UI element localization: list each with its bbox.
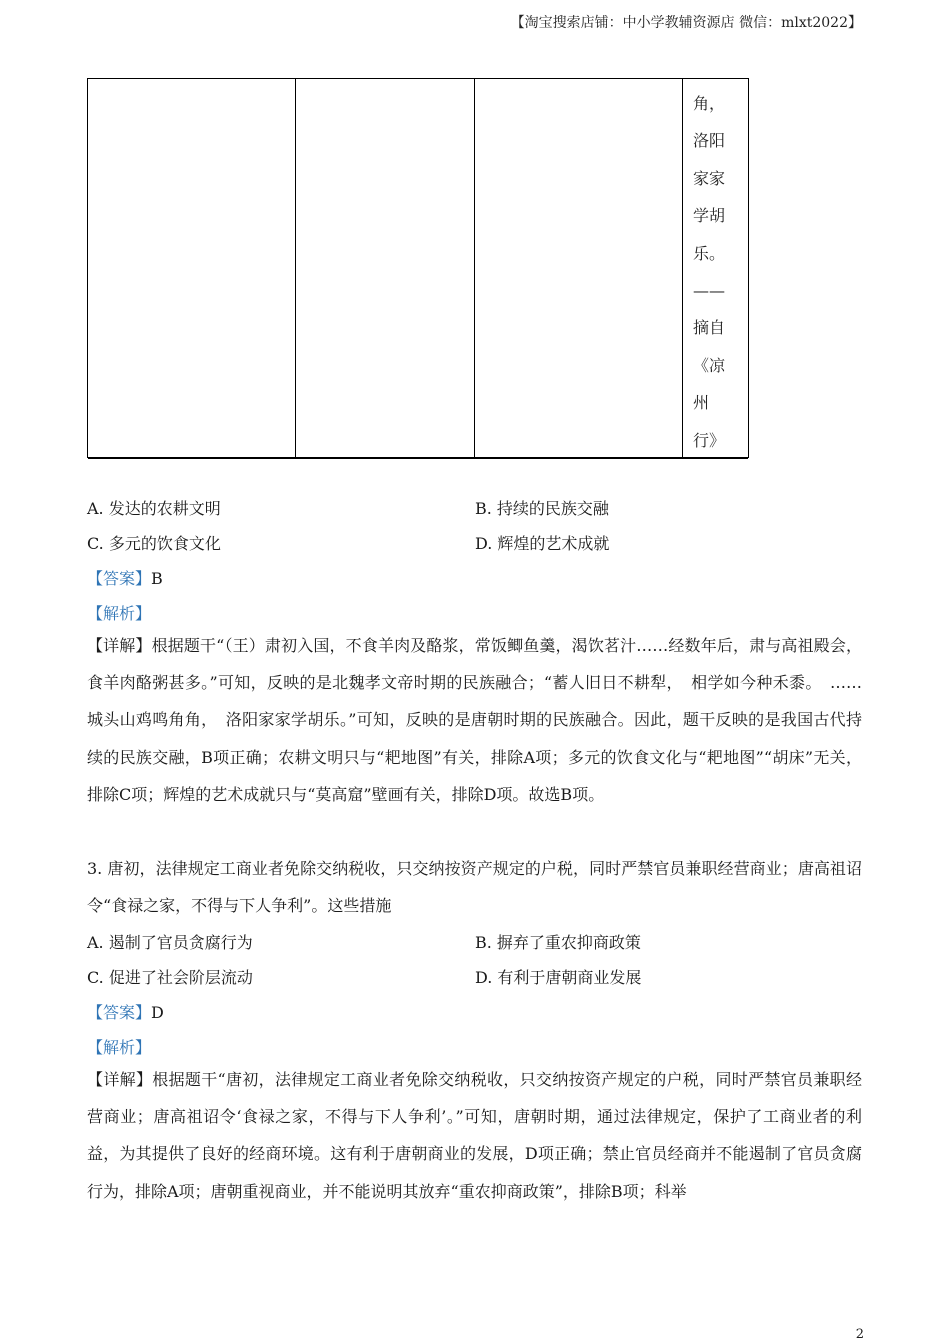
q2-option-a: A. 发达的农耕文明 bbox=[87, 499, 221, 518]
poem-line: 行》 bbox=[693, 430, 726, 450]
poem-line: —— bbox=[693, 281, 725, 301]
poem-line: 洛阳 bbox=[693, 131, 726, 151]
q3-answer bbox=[87, 1000, 164, 1023]
answer-value: B bbox=[151, 569, 163, 588]
detail-text: 根据题干“（王）肃初入国，不食羊肉及酪浆，常饭鲫鱼羹，渴饮茗汁……经数年后，肃与高祖殿会，食羊肉酪粥甚多。”可知，反映的是北魏孝文帝时期的民族融合；“蓄人旧日不耕犁， 相学如今种禾黍。 …… 城头山鸡鸣角角， 洛阳家家学胡乐。”可知，反映的是唐朝时期的民族融合。因此，题干反映的是我国古代持续的民族交融，B项正确；农耕文明只与“耙地图”有关，排除A项；多元的饮食文化与“耙地图”“胡床”无关，排除C项；辉煌的艺术成就只与“莫高窟”壁画有关，排除D项。故选B项。 bbox=[87, 636, 879, 804]
table-bottom-border bbox=[88, 457, 748, 459]
source-table bbox=[87, 78, 749, 458]
detail-tag: 【详解】 bbox=[87, 1070, 153, 1089]
poem-line: 家家 bbox=[693, 168, 726, 188]
detail-text: 根据题干“唐初，法律规定工商业者免除交纳税收，只交纳按资产规定的户税，同时严禁官员兼职经营商业；唐高祖诏令‘食禄之家，不得与下人争利’。”可知，唐朝时期，通过法律规定，保护了工商业者的利益，为其提供了良好的经商环境。这有利于唐朝商业的发展，D项正确；禁止官员经商并不能遏制了官员贪腐行为，排除A项；唐朝重视商业，并不能说明其放弃“重农抑商政策”，排除B项；科举 bbox=[87, 1070, 862, 1201]
q2-option-c: C. 多元的饮食文化 bbox=[87, 534, 221, 553]
poem-line: 州 bbox=[693, 393, 710, 413]
detail-tag: 【详解】 bbox=[87, 636, 152, 655]
page-header: 【淘宝搜索店铺：中小学教辅资源店 微信：mlxt2022】 bbox=[510, 15, 862, 31]
poem-line: 乐。 bbox=[693, 243, 726, 263]
q3-detail bbox=[87, 1061, 862, 1210]
table-divider bbox=[295, 79, 296, 457]
table-cell-poem bbox=[693, 85, 743, 459]
poem-line: 角， bbox=[693, 94, 726, 113]
table-divider bbox=[682, 79, 683, 457]
q2-detail bbox=[87, 627, 879, 813]
poem-line: 摘自 bbox=[693, 318, 726, 338]
analysis-tag: 【解析】 bbox=[87, 1038, 152, 1057]
table-divider bbox=[474, 79, 475, 457]
q2-option-d: D. 辉煌的艺术成就 bbox=[475, 534, 610, 553]
page-number: 2 bbox=[855, 1327, 864, 1342]
answer-tag: 【答案】 bbox=[87, 1003, 152, 1022]
answer-value: D bbox=[151, 1003, 164, 1022]
q3-analysis-tag bbox=[87, 1035, 151, 1058]
q2-option-b: B. 持续的民族交融 bbox=[475, 499, 609, 518]
q3-option-b: B. 摒弃了重农抑商政策 bbox=[475, 933, 641, 952]
analysis-tag: 【解析】 bbox=[87, 604, 152, 623]
q3-option-a: A. 遏制了官员贪腐行为 bbox=[87, 933, 253, 952]
q3-option-d: D. 有利于唐朝商业发展 bbox=[475, 968, 642, 987]
q2-answer bbox=[87, 566, 163, 589]
poem-line: 《凉 bbox=[693, 355, 726, 375]
answer-tag: 【答案】 bbox=[87, 569, 152, 588]
q3-stem: 3. 唐初，法律规定工商业者免除交纳税收，只交纳按资产规定的户税，同时严禁官员兼职经营商业；唐高祖诏令“食禄之家，不得与下人争利”。这些措施 bbox=[87, 859, 862, 916]
q3-option-c: C. 促进了社会阶层流动 bbox=[87, 968, 253, 987]
poem-line: 学胡 bbox=[693, 206, 726, 226]
q2-analysis-tag bbox=[87, 601, 151, 624]
